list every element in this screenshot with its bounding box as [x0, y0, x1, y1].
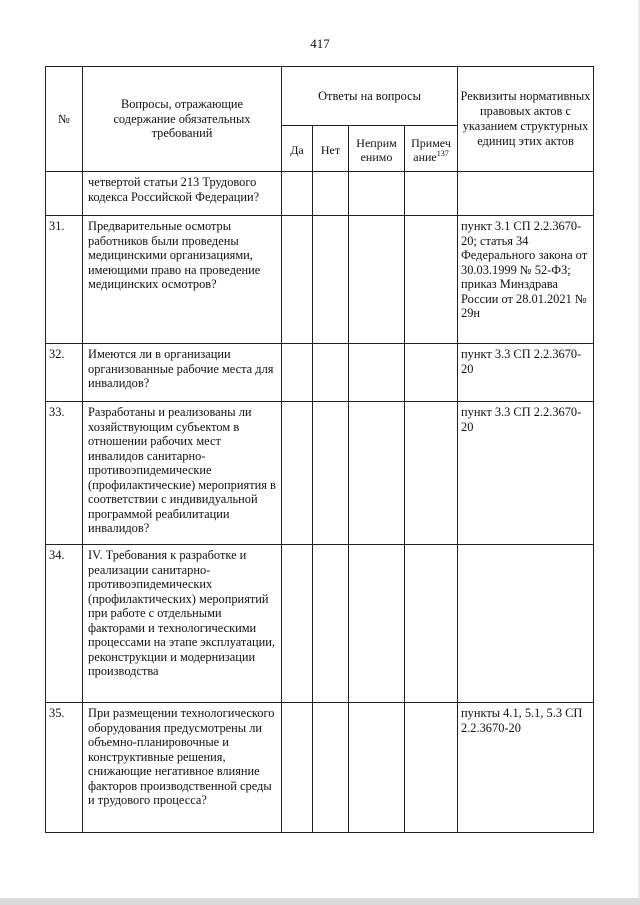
section-heading: IV. Требования к разработке и реализации санитарно-противоэпидемических (профилактических) мероприятий при работе с отдельными факторами и технологическими процессами на этапе эксплуатации, реконструкции и модернизации производства: [83, 545, 282, 703]
header-note-line2: ание: [413, 149, 437, 164]
header-yes: Да: [282, 126, 313, 172]
header-requisites-text: Реквизиты нормативных правовых актов с указанием структурных единиц этих актов: [460, 89, 591, 148]
answer-yes-cell[interactable]: [282, 703, 313, 833]
table-row: [46, 172, 594, 216]
row-num: 32.: [46, 344, 83, 402]
row-question: Разработаны и реализованы ли хозяйствующим субъектом в отношении рабочих мест инвалидов санитарно-противоэпидемические (профилактические) мероприятия в соответствии с индивидуальной программой реабилитации инвалидов?: [83, 402, 282, 545]
header-question-text: Вопросы, отражающие содержание обязательных требований: [113, 97, 251, 141]
row-num: 33.: [46, 402, 83, 545]
header-no: Нет: [313, 126, 349, 172]
answer-no-cell[interactable]: [313, 402, 349, 545]
answer-yes-cell[interactable]: [282, 545, 313, 703]
table-row: [46, 545, 594, 703]
checklist-table: [45, 66, 594, 833]
row-requisites: [458, 545, 594, 703]
answer-no-cell[interactable]: [313, 172, 349, 216]
answer-note-cell[interactable]: [405, 172, 458, 216]
header-not-applicable-line2: енимо: [360, 149, 393, 164]
answer-not-applicable-cell[interactable]: [349, 216, 405, 344]
page-bottom-strip: [0, 898, 640, 905]
row-question: четвертой статьи 213 Трудового кодекса Российской Федерации?: [83, 172, 282, 216]
answer-note-cell[interactable]: [405, 344, 458, 402]
row-question: Имеются ли в организации организованные рабочие места для инвалидов?: [83, 344, 282, 402]
header-num: №: [46, 67, 83, 172]
footnote-ref: 137: [436, 148, 449, 158]
row-num: 31.: [46, 216, 83, 344]
row-num: 35.: [46, 703, 83, 833]
answer-note-cell[interactable]: [405, 545, 458, 703]
answer-no-cell[interactable]: [313, 216, 349, 344]
header-question: [83, 67, 282, 172]
row-requisites: пункты 4.1, 5.1, 5.3 СП 2.2.3670-20: [458, 703, 594, 833]
page-number: 417: [310, 36, 330, 51]
answer-note-cell[interactable]: [405, 216, 458, 344]
answer-not-applicable-cell[interactable]: [349, 703, 405, 833]
answer-note-cell[interactable]: [405, 402, 458, 545]
header-row: [46, 67, 594, 126]
row-requisites: пункт 3.3 СП 2.2.3670-20: [458, 402, 594, 545]
header-not-applicable-line1: Неприм: [356, 135, 397, 150]
row-requisites: пункт 3.3 СП 2.2.3670-20: [458, 344, 594, 402]
header-note-line1: Примеч: [411, 135, 451, 150]
answer-no-cell[interactable]: [313, 344, 349, 402]
header-requisites: [458, 67, 594, 172]
answer-not-applicable-cell[interactable]: [349, 402, 405, 545]
row-num: [46, 172, 83, 216]
answer-not-applicable-cell[interactable]: [349, 344, 405, 402]
answer-not-applicable-cell[interactable]: [349, 545, 405, 703]
answer-no-cell[interactable]: [313, 703, 349, 833]
answer-yes-cell[interactable]: [282, 402, 313, 545]
header-answers: Ответы на вопросы: [282, 67, 458, 126]
answer-note-cell[interactable]: [405, 703, 458, 833]
row-num: 34.: [46, 545, 83, 703]
answer-no-cell[interactable]: [313, 545, 349, 703]
header-note: [405, 126, 458, 172]
answer-yes-cell[interactable]: [282, 344, 313, 402]
table-row: [46, 216, 594, 344]
row-question: При размещении технологического оборудования предусмотрены ли объемно-планировочные и конструктивные решения, снижающие негативное влияние факторов производственной среды и трудового процесса?: [83, 703, 282, 833]
table-row: [46, 402, 594, 545]
row-requisites: [458, 172, 594, 216]
answer-not-applicable-cell[interactable]: [349, 172, 405, 216]
row-requisites: пункт 3.1 СП 2.2.3670-20; статья 34 Федерального закона от 30.03.1999 № 52-ФЗ; приказ Минздрава России от 28.01.2021 № 29н: [458, 216, 594, 344]
answer-yes-cell[interactable]: [282, 172, 313, 216]
answer-yes-cell[interactable]: [282, 216, 313, 344]
table-row: [46, 703, 594, 833]
row-question: Предварительные осмотры работников были проведены медицинскими организациями, имеющими право на проведение медицинских осмотров?: [83, 216, 282, 344]
header-not-applicable: [349, 126, 405, 172]
table-row: [46, 344, 594, 402]
